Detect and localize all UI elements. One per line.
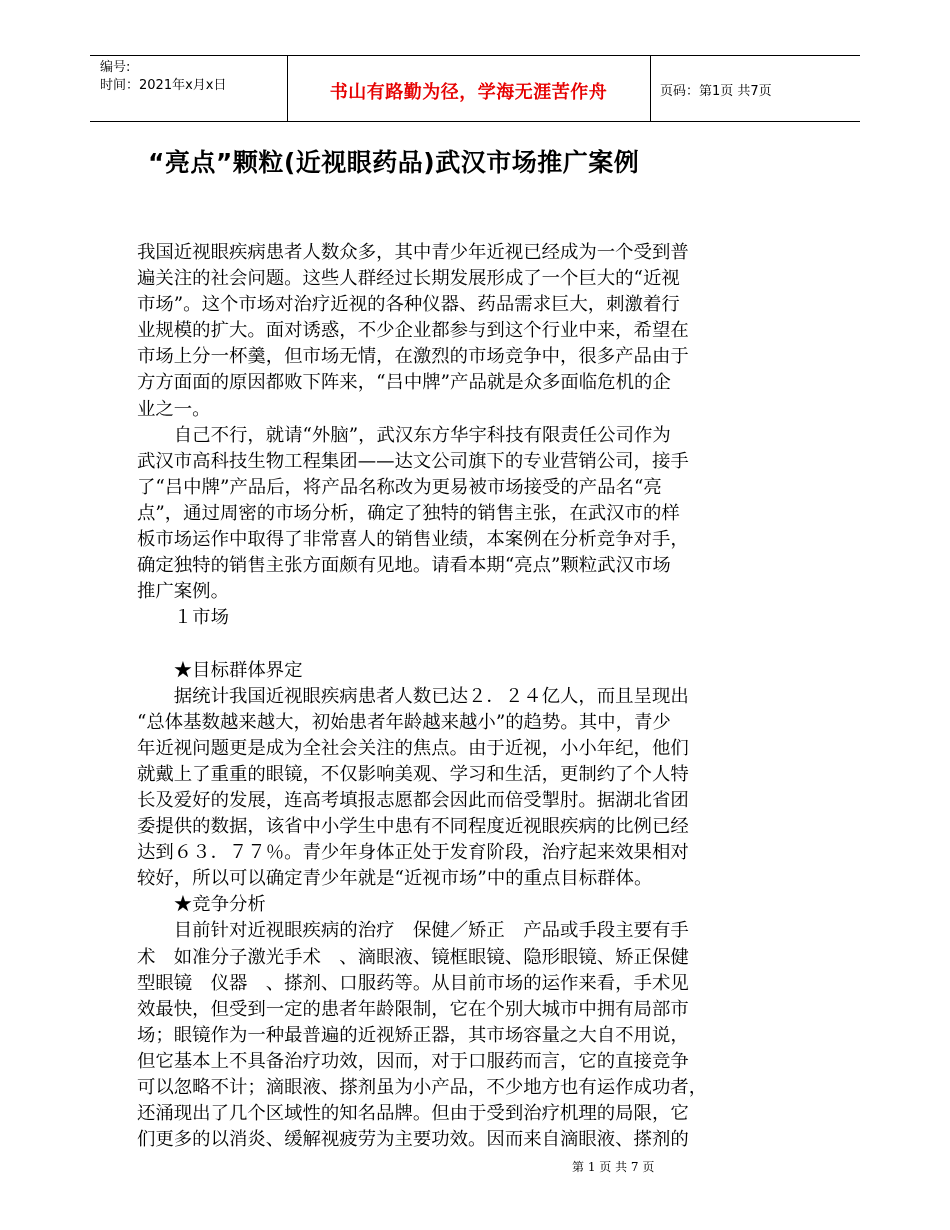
body-line: 市场”。这个市场对治疗近视的各种仪器、药品需求巨大，刺激着行 xyxy=(137,294,680,316)
doc-code-label: 编号: xyxy=(100,60,131,75)
body-line: 方方面面的原因都败下阵来，“吕中牌”产品就是众多面临危机的企 xyxy=(137,372,671,394)
body-line: 型眼镜 仪器 、搽剂、口服药等。从目前市场的运作来看，手术见 xyxy=(137,972,689,994)
doc-time: 时间：2021年x月x日 xyxy=(100,78,227,93)
body-line: 年近视问题更是成为全社会关注的焦点。由于近视，小小年纪，他们 xyxy=(137,737,689,759)
header-page-info: 页码：第1页 共7页 xyxy=(660,84,772,99)
body-line: 较好，所以可以确定青少年就是“近视市场”中的重点目标群体。 xyxy=(137,868,653,890)
header-meta xyxy=(100,59,226,95)
body-line: 我国近视眼疾病患者人数众多，其中青少年近视已经成为一个受到普 xyxy=(137,242,689,263)
body-line: ★竞争分析 xyxy=(137,894,266,916)
body-line: 业规模的扩大。面对诱惑，不少企业都参与到这个行业中来，希望在 xyxy=(137,320,689,342)
body-line: 点”，通过周密的市场分析，确定了独特的销售主张，在武汉市的样 xyxy=(137,502,680,524)
document-title: “亮点”颗粒(近视眼药品)武汉市场推广案例 xyxy=(148,148,640,177)
body-line: 目前针对近视眼疾病的治疗 保健／矫正 产品或手段主要有手 xyxy=(137,920,689,942)
body-line: 但它基本上不具备治疗功效，因而，对于口服药而言，它的直接竞争 xyxy=(137,1050,689,1072)
body-line: 板市场运作中取得了非常喜人的销售业绩，本案例在分析竞争对手， xyxy=(137,529,689,551)
header-motto: 书山有路勤为径，学海无涯苦作舟 xyxy=(329,82,608,103)
blank-line xyxy=(137,631,800,657)
page-footer: 第 1 页 共 7 页 xyxy=(572,1160,655,1174)
body-line: 场；眼镜作为一种最普遍的近视矫正器，其市场容量之大自不用说， xyxy=(137,1024,689,1046)
body-line: 推广案例。 xyxy=(137,581,229,603)
body-line: 术 如准分子激光手术 、滴眼液、镜框眼镜、隐形眼镜、矫正保健 xyxy=(137,946,689,968)
header-divider-right xyxy=(650,55,651,122)
body-line: 可以忽略不计；滴眼液、搽剂虽为小产品，不少地方也有运作成功者， xyxy=(137,1077,708,1098)
body-line: 委提供的数据，该省中小学生中患有不同程度近视眼疾病的比例已经 xyxy=(137,816,689,838)
body-line: 还涌现出了几个区域性的知名品牌。但由于受到治疗机理的局限，它 xyxy=(137,1103,689,1125)
body-line: 们更多的以消炎、缓解视疲劳为主要功效。因而来自滴眼液、搽剂的 xyxy=(137,1129,689,1151)
body-line: ★目标群体界定 xyxy=(137,659,303,681)
body-line: 市场上分一杯羹，但市场无情，在激烈的市场竞争中，很多产品由于 xyxy=(137,346,689,368)
body-line: 了“吕中牌”产品后，将产品名称改为更易被市场接受的产品名“亮 xyxy=(137,476,662,498)
header-top-rule xyxy=(90,55,860,56)
body-line: 武汉市高科技生物工程集团——达文公司旗下的专业营销公司，接手 xyxy=(137,450,689,472)
body-line: １市场 xyxy=(137,607,229,629)
body-line: 业之一。 xyxy=(137,398,211,420)
body-line: 遍关注的社会问题。这些人群经过长期发展形成了一个巨大的“近视 xyxy=(137,268,680,290)
body-line: 达到６３．７７％。青少年身体正处于发育阶段，治疗起来效果相对 xyxy=(137,842,689,864)
header-bottom-rule xyxy=(90,121,860,122)
body-line: 据统计我国近视眼疾病患者人数已达２．２４亿人，而且呈现出 xyxy=(137,685,689,707)
body-line: “总体基数越来越大，初始患者年龄越来越小”的趋势。其中，青少 xyxy=(137,711,671,733)
body-line: 就戴上了重重的眼镜，不仅影响美观、学习和生活，更制约了个人特 xyxy=(137,763,689,785)
document-body xyxy=(137,240,800,1153)
body-line: 确定独特的销售主张方面颇有见地。请看本期“亮点”颗粒武汉市场 xyxy=(137,555,671,577)
body-line: 长及爱好的发展，连高考填报志愿都会因此而倍受掣肘。据湖北省团 xyxy=(137,789,689,811)
body-line: 效最快，但受到一定的患者年龄限制，它在个别大城市中拥有局部市 xyxy=(137,998,689,1020)
body-line: 自己不行，就请“外脑”，武汉东方华宇科技有限责任公司作为 xyxy=(137,424,671,446)
